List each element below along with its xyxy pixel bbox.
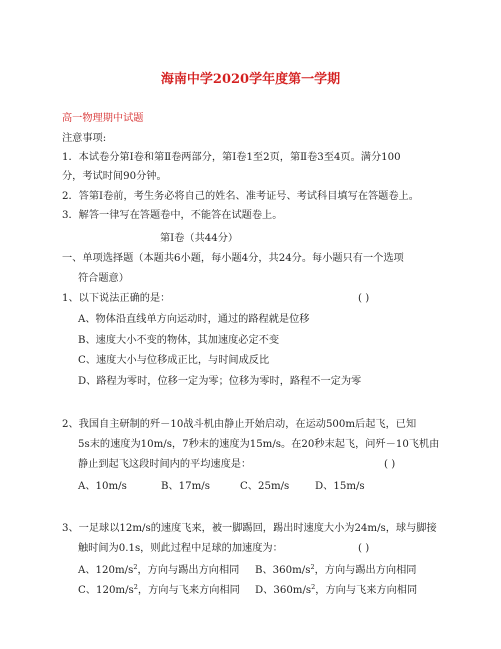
question-2-line-2: 5s末的速度为10m/s，7秒末的速度为15m/s。在20秒末起飞，问歼－10飞机由 — [78, 439, 440, 450]
question-3-option-b: B、$360m/s^2$，方向与踢出方向相同 — [255, 563, 417, 576]
question-2-line-3: 静止到起飞这段时间内的平均速度是： — [78, 459, 252, 470]
question-1-stem: 1、以下说法正确的是： — [62, 293, 171, 304]
notice-item-1a: 1．本试卷分第Ⅰ卷和第Ⅱ卷两部分，第Ⅰ卷1至2页，第Ⅱ卷3至4页。满分100 — [62, 152, 401, 163]
question-2-option-b: B、17m/s — [161, 481, 210, 492]
question-3-blank: ( ) — [358, 543, 370, 554]
question-3-option-c: C、$120m/s^2$，方向与飞来方向相同 — [78, 583, 240, 596]
question-3-line-2: 触时间为0.1s，则此过程中足球的加速度为： — [78, 543, 283, 554]
section-instructions-cont: 符合题意） — [78, 273, 129, 284]
question-1-option-b: B、速度大小不变的物体，其加速度必定不变 — [78, 335, 280, 346]
question-2-line-1: 2、我国自主研制的歼－10战斗机由静止开始启动，在运动500m后起飞，已知 — [62, 419, 417, 430]
notice-item-1b: 分，考试时间90分钟。 — [62, 171, 167, 182]
notice-item-2: 2．答第Ⅰ卷前，考生务必将自己的姓名、准考证号、考试科目填写在答题卷上。 — [62, 191, 419, 202]
question-1-blank: ( ) — [358, 293, 370, 304]
question-2-blank: ( ) — [384, 459, 396, 470]
page-title: 海南中学2020学年度第一学期 — [160, 72, 341, 87]
question-1-option-d: D、路程为零时，位移一定为零；位移为零时，路程不一定为零 — [78, 376, 362, 387]
question-3-option-a: A、$120m/s^2$，方向与踢出方向相同 — [78, 563, 240, 576]
question-2-option-c: C、25m/s — [240, 481, 290, 492]
notice-heading: 注意事项: — [62, 133, 107, 144]
question-3-option-d: D、$360m/s^2$，方向与飞来方向相同 — [255, 583, 418, 596]
question-2-option-d: D、15m/s — [315, 481, 365, 492]
section-instructions: 一、单项选择题（本题共6小题，每小题4分，共24分。每小题只有一个选项 — [62, 253, 404, 264]
question-1-option-c: C、速度大小与位移成正比，与时间成反比 — [78, 355, 270, 366]
exam-subtitle: 高一物理期中试题 — [62, 113, 144, 124]
question-3-line-1: 3、一足球以12m/s的速度飞来，被一脚踢回，踢出时速度大小为24m/s，球与脚接 — [62, 523, 437, 534]
question-1-option-a: A、物体沿直线单方向运动时，通过的路程就是位移 — [78, 314, 310, 325]
question-2-option-a: A、10m/s — [78, 481, 127, 492]
notice-item-3: 3．解答一律写在答题卷中，不能答在试题卷上。 — [62, 210, 283, 221]
part1-heading: 第Ⅰ卷（共44分） — [160, 233, 239, 244]
